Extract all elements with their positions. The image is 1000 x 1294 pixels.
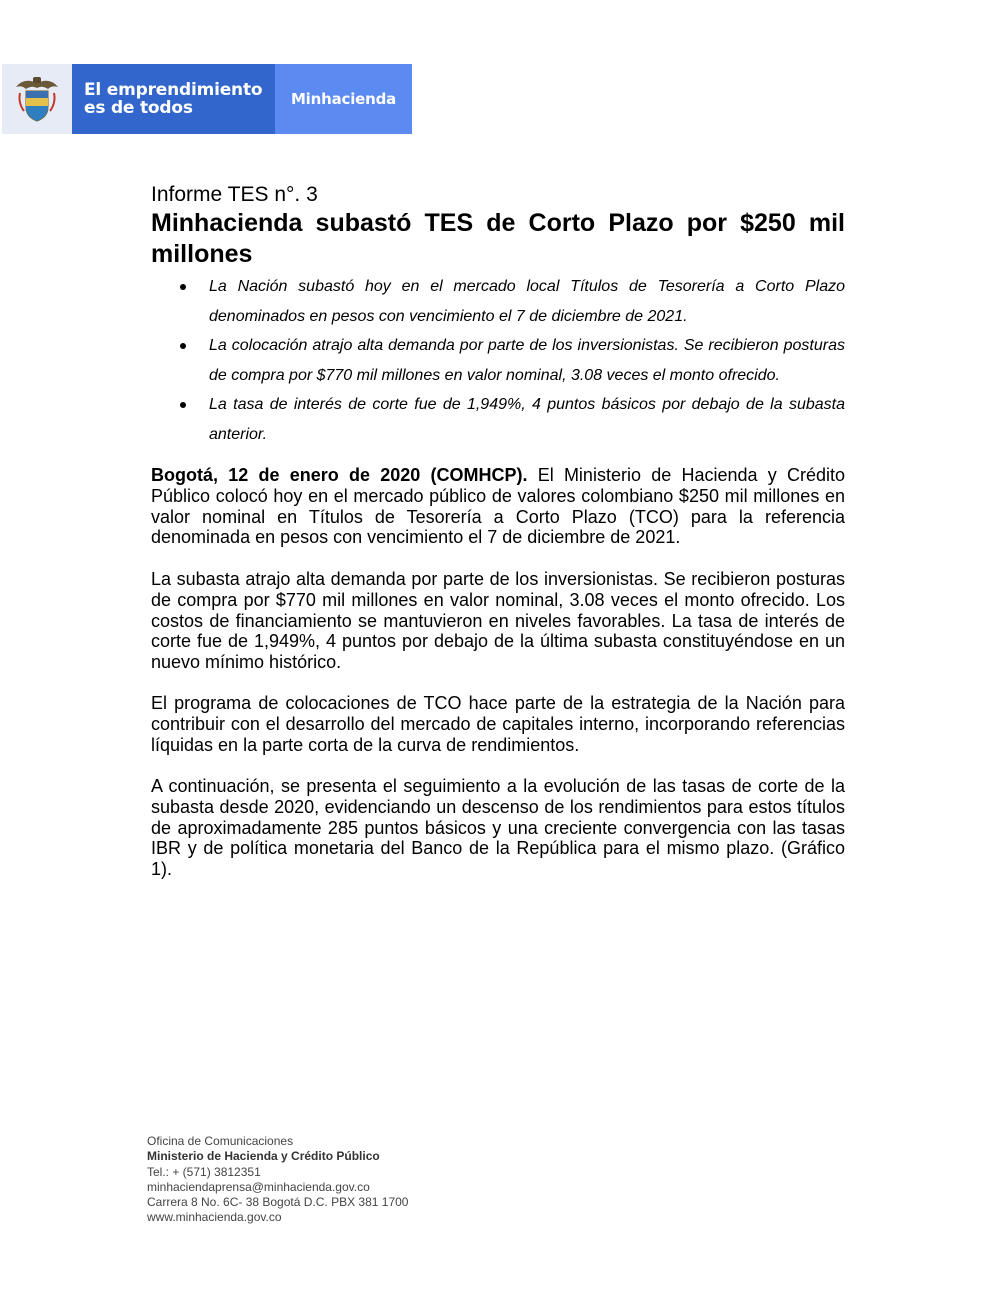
paragraph-text: El Ministerio de Hacienda y Crédito Público colocó hoy en el mercado público de valores colombiano $250 mil millones en valor nominal en Títulos de Tesorería a Corto Plazo (TCO) para la referencia denominada en pesos con vencimiento el 7 de diciembre de 2021. xyxy=(151,465,845,548)
paragraph-dateline xyxy=(151,465,845,548)
bullet-text: La Nación subastó hoy en el mercado local Títulos de Tesorería a Corto Plazo denominados en pesos con vencimiento el 7 de diciembre de 2021. xyxy=(209,278,845,325)
brand-line-2: es de todos xyxy=(84,98,193,118)
footer-contact xyxy=(147,1134,408,1226)
list-item xyxy=(151,331,845,390)
footer-email: minhaciendaprensa@minhacienda.gov.co xyxy=(147,1179,370,1194)
ministry-badge xyxy=(275,64,412,134)
ministry-name: Minhacienda xyxy=(290,90,397,108)
bullet-icon xyxy=(180,343,186,349)
footer-website: www.minhacienda.gov.co xyxy=(147,1210,282,1225)
bullet-text: La tasa de interés de corte fue de 1,949%, 4 puntos básicos por debajo de la subasta anterior. xyxy=(209,396,845,443)
coat-of-arms-logo xyxy=(2,64,72,134)
paragraph-program: El programa de colocaciones de TCO hace parte de la estrategia de la Nación para contribuir con el desarrollo del mercado de capitales interno, incorporando referencias líquidas en la parte corta de la curva de rendimientos. xyxy=(151,693,845,755)
highlights-list xyxy=(151,272,845,449)
paragraph-demand: La subasta atrajo alta demanda por parte de los inversionistas. Se recibieron posturas de compra por $770 mil millones en valor nominal, 3.08 veces el monto ofrecido. Los costos de financiamiento se mantuvieron en niveles favorables. La tasa de interés de corte fue de 1,949%, 4 puntos por debajo de la última subasta constituyéndose en un nuevo mínimo histórico. xyxy=(151,569,845,673)
paragraph-evolution: A continuación, se presenta el seguimiento a la evolución de las tasas de corte de la subasta desde 2020, evidenciando un descenso de los rendimientos para estos títulos de aproximadamente 285 puntos básicos y una creciente convergencia con las tasas IBR y de política monetaria del Banco de la República para el mismo plazo. (Gráfico 1). xyxy=(151,776,845,880)
bullet-icon xyxy=(180,402,186,408)
header-banner xyxy=(2,64,412,134)
list-item xyxy=(151,272,845,331)
footer-ministry: Ministerio de Hacienda y Crédito Público xyxy=(147,1149,380,1164)
report-kicker: Informe TES n°. 3 xyxy=(151,183,318,206)
coat-of-arms-icon xyxy=(12,73,62,125)
brand-line-1: El emprendimiento xyxy=(84,80,263,100)
footer-address: Carrera 8 No. 6C- 38 Bogotá D.C. PBX 381 1700 xyxy=(147,1195,409,1210)
brand-slogan xyxy=(72,64,275,134)
list-item xyxy=(151,390,845,449)
footer-tel: Tel.: + (571) 3812351 xyxy=(147,1164,261,1179)
bullet-icon xyxy=(180,284,186,290)
bullet-text: La colocación atrajo alta demanda por parte de los inversionistas. Se recibieron posturas de compra por $770 mil millones en valor nominal, 3.08 veces el monto ofrecido. xyxy=(209,337,845,384)
dateline: Bogotá, 12 de enero de 2020 (COMHCP). xyxy=(151,465,528,485)
footer-office: Oficina de Comunicaciones xyxy=(147,1134,294,1148)
page-title: Minhacienda subastó TES de Corto Plazo por $250 mil millones xyxy=(151,209,845,268)
